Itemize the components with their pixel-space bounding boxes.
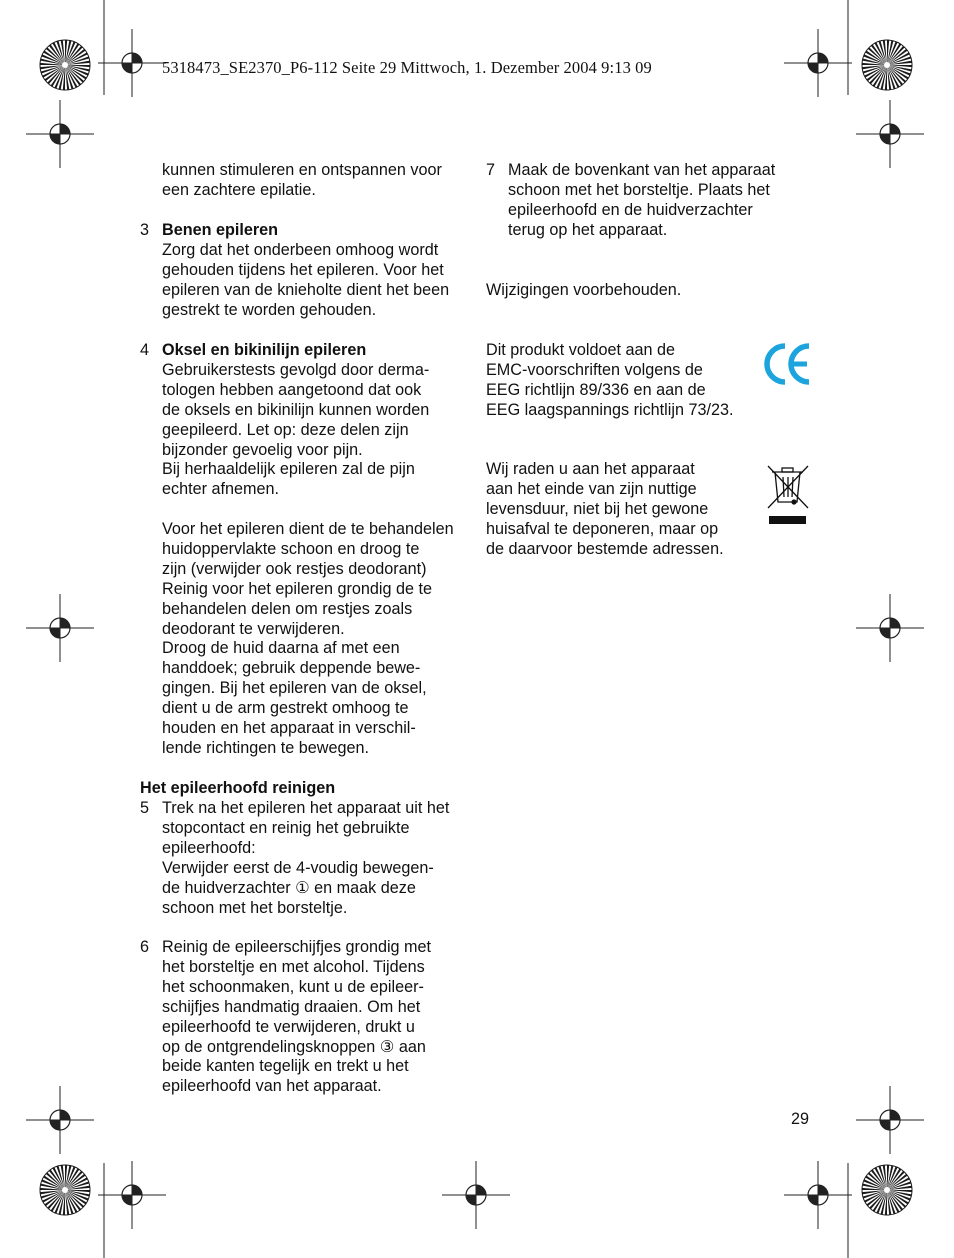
- registration-mark-icon: [98, 1161, 166, 1229]
- registration-mark-icon: [856, 594, 924, 662]
- registration-mark-icon: [26, 100, 94, 168]
- color-bar-icon: [861, 1164, 913, 1216]
- section-heading: Het epileerhoofd reinigen: [140, 779, 336, 797]
- color-bar-icon: [861, 39, 913, 91]
- registration-mark-icon: [784, 1161, 852, 1229]
- registration-mark-icon: [784, 29, 852, 97]
- step-title: Benen epileren: [162, 221, 279, 239]
- ce-mark-icon: [766, 343, 812, 385]
- step-body: Gebruikerstests gevolgd door derma- tologen hebben aangetoond dat ook de oksels en bikinilijn kunnen worden geepileerd. Let op: deze delen zijn bijzonder gevoelig voor pijn. Bij herhaaldelijk epileren zal de pijn echter afnemen.: [162, 360, 430, 499]
- step-number: 5: [140, 799, 150, 817]
- step-title: Oksel en bikinilijn epileren: [162, 341, 367, 359]
- crossed-bin-icon: [766, 464, 810, 526]
- ce-compliance-text: Dit produkt voldoet aan de EMC-voorschriften volgens de EEG richtlijn 89/336 en aan de EEG laagspannings richtlijn 73/23.: [486, 341, 734, 419]
- disposal-text: Wij raden u aan het apparaat aan het einde van zijn nuttige levensduur, niet bij het gewone huisafval te deponeren, maar op de daarvoor bestemde adressen.: [486, 460, 724, 558]
- color-bar-icon: [39, 1164, 91, 1216]
- step-5-body: Trek na het epileren het apparaat uit het stopcontact en reinig het gebruikte epileerhoofd: Verwijder eerst de 4-voudig bewegen- de huidverzachter ① en maak deze schoon met het borsteltje.: [162, 799, 450, 917]
- step-7-body: Maak de bovenkant van het apparaat schoon met het borsteltje. Plaats het epileerhoofd en de huidverzachter terug op het apparaat.: [508, 161, 776, 239]
- preparation-paragraph: Voor het epileren dient de te behandelen huidoppervlakte schoon en droog te zijn (verwijder ook restjes deodorant) Reinig voor het epileren grondig de te behandelen delen om restjes zoals deodorant te verwijderen. Droog de huid daarna af met een handdoek; gebruik deppende bewe- gingen. Bij het epileren van de oksel, dient u de arm gestrekt omhoog te houden en het apparaat in verschil- lende richtingen te bewegen.: [162, 520, 454, 757]
- registration-mark-icon: [26, 594, 94, 662]
- step-number: 7: [486, 161, 496, 179]
- step-4-block: [162, 341, 429, 500]
- registration-mark-icon: [442, 1161, 510, 1229]
- step-3-block: [162, 221, 449, 321]
- registration-mark-icon: [856, 1086, 924, 1154]
- step-6-body: Reinig de epileerschijfjes grondig met het borsteltje en met alcohol. Tijdens het schoonmaken, kunt u de epileer- schijfjes handmatig draaien. Om het epileerhoofd te verwijderen, drukt u op de ontgrendelingsknoppen ③ aan beide kanten tegelijk en trekt u het epileerhoofd van het apparaat.: [162, 938, 432, 1096]
- step-number: 6: [140, 938, 150, 956]
- intro-text: kunnen stimuleren en ontspannen voor een zachtere epilatie.: [162, 161, 442, 199]
- changes-notice: Wijzigingen voorbehouden.: [486, 281, 682, 299]
- registration-mark-icon: [856, 100, 924, 168]
- step-number: 4: [140, 341, 150, 359]
- registration-mark-icon: [98, 29, 166, 97]
- step-body: Zorg dat het onderbeen omhoog wordt gehouden tijdens het epileren. Voor het epileren van de knieholte dient het been gestrekt te worden gehouden.: [162, 240, 450, 319]
- registration-mark-icon: [26, 1086, 94, 1154]
- step-number: 3: [140, 221, 150, 239]
- color-bar-icon: [39, 39, 91, 91]
- print-slug: 5318473_SE2370_P6-112 Seite 29 Mittwoch, 1. Dezember 2004 9:13 09: [162, 58, 652, 77]
- page-number: 29: [791, 1110, 810, 1128]
